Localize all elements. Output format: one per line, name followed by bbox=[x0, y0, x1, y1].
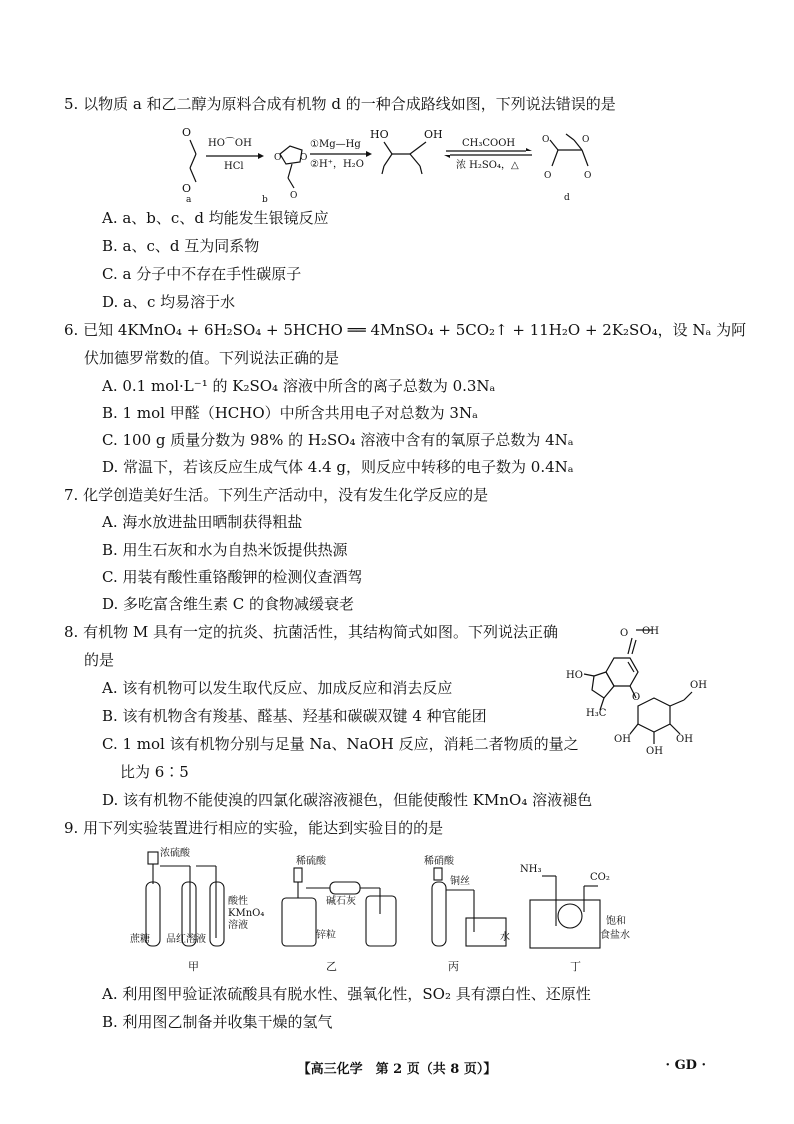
reagent2-top: ①Mg—Hg bbox=[310, 139, 361, 150]
label-a: a bbox=[186, 195, 192, 205]
m-oh-3: OH bbox=[646, 746, 663, 757]
q6-stem: 6. 已知 4KMnO₄ + 6H₂SO₄ + 5HCHO ══ 4MnSO₄ + 5CO₂↑ + 11H₂O + 2K₂SO₄，设 Nₐ 为阿 bbox=[64, 321, 747, 339]
q8-option-a: A. 该有机物可以发生取代反应、加成反应和消去反应 bbox=[102, 679, 453, 697]
q5-option-b: B. a、c、d 互为同系物 bbox=[102, 237, 260, 255]
q8-option-b: B. 该有机物含有羧基、醛基、羟基和碳碳双键 4 种官能团 bbox=[102, 707, 487, 725]
q6-option-c: C. 100 g 质量分数为 98% 的 H₂SO₄ 溶液中含有的氧原子总数为 4Nₐ bbox=[102, 431, 574, 449]
reagent2-bottom: ②H⁺，H₂O bbox=[310, 159, 364, 170]
m-carbonyl-o: O bbox=[620, 628, 629, 639]
d-o-2: O bbox=[582, 135, 590, 145]
q7-option-c: C. 用装有酸性重铬酸钾的检测仪查酒驾 bbox=[102, 568, 363, 586]
ding-label: 丁 bbox=[570, 960, 581, 973]
jia-label: 甲 bbox=[188, 960, 199, 973]
apparatus-ding bbox=[530, 876, 600, 948]
q6-stem-cont: 伏加德罗常数的值。下列说法正确的是 bbox=[84, 349, 340, 367]
q5-synthesis-scheme bbox=[170, 120, 630, 206]
m-ho: HO bbox=[566, 670, 583, 681]
m-oh-2: OH bbox=[614, 734, 631, 745]
b-o-right: O bbox=[300, 153, 308, 163]
q8-stem: 8. 有机物 M 具有一定的抗炎、抗菌活性，其结构简式如图。下列说法正确 bbox=[64, 623, 558, 641]
q9-apparatus bbox=[130, 842, 650, 982]
ding-brine-2: 食盐水 bbox=[600, 930, 630, 941]
jia-conc-acid: 浓硫酸 bbox=[160, 848, 190, 859]
a-bottom-o: O bbox=[182, 182, 192, 195]
jia-kmno4-1: 酸性 bbox=[228, 896, 248, 907]
q5-option-a: A. a、b、c、d 均能发生银镜反应 bbox=[102, 209, 329, 227]
apparatus-yi bbox=[282, 868, 396, 946]
a-top-o: O bbox=[182, 126, 192, 139]
m-oh-1: OH bbox=[690, 680, 707, 691]
q7-option-d: D. 多吃富含维生素 C 的食物减缓衰老 bbox=[102, 595, 355, 613]
jia-sucrose: 蔗糖 bbox=[130, 934, 150, 945]
footer-code: · GD · bbox=[665, 1058, 706, 1073]
c-ho: HO bbox=[370, 128, 389, 141]
q9-stem: 9. 用下列实验装置进行相应的实验，能达到实验目的的是 bbox=[64, 819, 444, 837]
q8-option-c-cont: 比为 6∶5 bbox=[120, 763, 189, 781]
jia-kmno4-3: 溶液 bbox=[228, 920, 248, 931]
q6-option-a: A. 0.1 mol·L⁻¹ 的 K₂SO₄ 溶液中所含的离子总数为 0.3Nₐ bbox=[102, 377, 496, 395]
q9-option-a: A. 利用图甲验证浓硫酸具有脱水性、强氧化性，SO₂ 具有漂白性、还原性 bbox=[102, 985, 591, 1003]
jia-kmno4-2: KMnO₄ bbox=[228, 908, 265, 919]
q9-option-b: B. 利用图乙制备并收集干燥的氢气 bbox=[102, 1013, 333, 1031]
apparatus-jia bbox=[146, 852, 224, 946]
ding-co2: CO₂ bbox=[590, 872, 610, 883]
m-ring-o: O bbox=[632, 692, 641, 703]
label-d: d bbox=[564, 193, 570, 203]
bing-water: 水 bbox=[500, 932, 510, 943]
molecule-c bbox=[382, 142, 426, 174]
bing-label: 丙 bbox=[448, 960, 459, 973]
bing-nitric: 稀硝酸 bbox=[424, 856, 454, 867]
q5-option-d: D. a、c 均易溶于水 bbox=[102, 293, 236, 311]
m-oh-4: OH bbox=[676, 734, 693, 745]
m-h3c: H₃C bbox=[586, 708, 607, 719]
d-o-1: O bbox=[542, 135, 550, 145]
c-oh: OH bbox=[424, 128, 443, 141]
d-o-3: O bbox=[544, 171, 552, 181]
yi-zinc: 锌粒 bbox=[316, 930, 336, 941]
reagent3-top: CH₃COOH bbox=[462, 138, 516, 149]
reagent3-bottom: 浓 H₂SO₄，△ bbox=[456, 160, 519, 171]
q8-option-c: C. 1 mol 该有机物分别与足量 Na、NaOH 反应，消耗二者物质的量之 bbox=[102, 735, 579, 753]
q8-stem-cont: 的是 bbox=[84, 651, 115, 669]
yi-dilute-acid: 稀硫酸 bbox=[296, 856, 326, 867]
ding-brine-1: 饱和 bbox=[606, 916, 626, 927]
jia-pinhong: 品红溶液 bbox=[166, 934, 206, 945]
q6-option-b: B. 1 mol 甲醛（HCHO）中所含共用电子对总数为 3Nₐ bbox=[102, 404, 478, 422]
footer-page-info: 【高三化学 第 2 页（共 8 页）】 bbox=[297, 1062, 497, 1077]
b-o-left: O bbox=[274, 153, 282, 163]
m-cooh-oh: OH bbox=[642, 626, 659, 637]
molecule-b bbox=[280, 146, 302, 188]
q8-structure-m bbox=[564, 618, 724, 758]
b-o-bottom: O bbox=[290, 191, 298, 201]
d-o-4: O bbox=[584, 171, 592, 181]
molecule-a bbox=[190, 140, 196, 182]
yi-soda-lime: 碱石灰 bbox=[326, 896, 356, 907]
q7-option-a: A. 海水放进盐田晒制获得粗盐 bbox=[102, 513, 303, 531]
q6-option-d: D. 常温下，若该反应生成气体 4.4 g，则反应中转移的电子数为 0.4Nₐ bbox=[102, 458, 574, 476]
q5-stem: 5. 以物质 a 和乙二醇为原料合成有机物 d 的一种合成路线如图，下列说法错误的是 bbox=[64, 95, 616, 113]
q5-option-c: C. a 分子中不存在手性碳原子 bbox=[102, 265, 302, 283]
ding-nh3: NH₃ bbox=[520, 864, 542, 875]
bing-copper: 铜丝 bbox=[450, 876, 470, 887]
yi-label: 乙 bbox=[326, 960, 337, 973]
q7-option-b: B. 用生石灰和水为自热米饭提供热源 bbox=[102, 541, 348, 559]
q7-stem: 7. 化学创造美好生活。下列生产活动中，没有发生化学反应的是 bbox=[64, 486, 489, 504]
reagent1-bottom: HCl bbox=[224, 161, 244, 172]
label-b: b bbox=[262, 195, 268, 205]
q8-option-d: D. 该有机物不能使溴的四氯化碳溶液褪色，但能使酸性 KMnO₄ 溶液褪色 bbox=[102, 791, 593, 809]
reagent1-top: HO⌒OH bbox=[208, 138, 252, 149]
